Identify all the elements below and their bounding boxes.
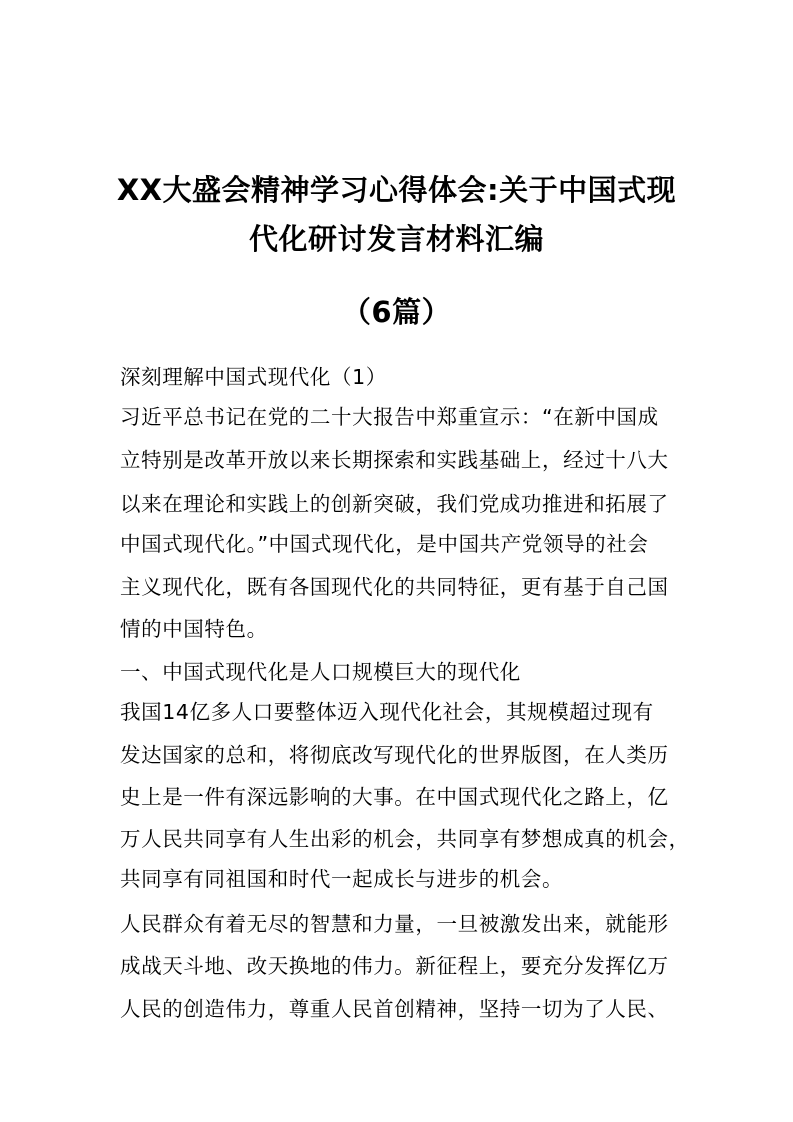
paragraph-line: 人民群众有着无尽的智慧和力量，一旦被激发出来，就能形	[120, 912, 669, 936]
paragraph-line: 习近平总书记在党的二十大报告中郑重宣示：“在新中国成	[120, 405, 659, 429]
document-title-count: （6篇）	[341, 295, 452, 329]
paragraph-line: 主义现代化，既有各国现代化的共同特征，更有基于自己国	[120, 575, 669, 599]
paragraph-line: 中国式现代化。”中国式现代化，是中国共产党领导的社会	[120, 532, 649, 556]
document-title-line-2: 代化研讨发言材料汇编	[248, 222, 544, 256]
section-heading: 深刻理解中国式现代化（1）	[120, 365, 387, 389]
paragraph-line: 史上是一件有深远影响的大事。在中国式现代化之路上，亿	[120, 785, 669, 809]
subsection-heading: 一、中国式现代化是人口规模巨大的现代化	[120, 660, 521, 684]
paragraph-line: 成战天斗地、改天换地的伟力。新征程上，要充分发挥亿万	[120, 954, 669, 978]
paragraph-line: 发达国家的总和，将彻底改写现代化的世界版图，在人类历	[120, 743, 669, 767]
paragraph-line: 立特别是改革开放以来长期探索和实践基础上，经过十八大	[120, 448, 669, 472]
document-title-line-1: XX大盛会精神学习心得体会:关于中国式现	[116, 173, 677, 207]
paragraph-line: 人民的创造伟力，尊重人民首创精神，坚持一切为了人民、	[120, 997, 669, 1021]
paragraph-line: 情的中国特色。	[120, 617, 268, 641]
paragraph-line: 以来在理论和实践上的创新突破，我们党成功推进和拓展了	[120, 492, 669, 516]
paragraph-line: 万人民共同享有人生出彩的机会，共同享有梦想成真的机会，	[120, 827, 690, 851]
paragraph-line: 共同享有同祖国和时代一起成长与进步的机会。	[120, 867, 564, 891]
paragraph-line: 我国14亿多人口要整体迈入现代化社会，其规模超过现有	[120, 700, 654, 724]
